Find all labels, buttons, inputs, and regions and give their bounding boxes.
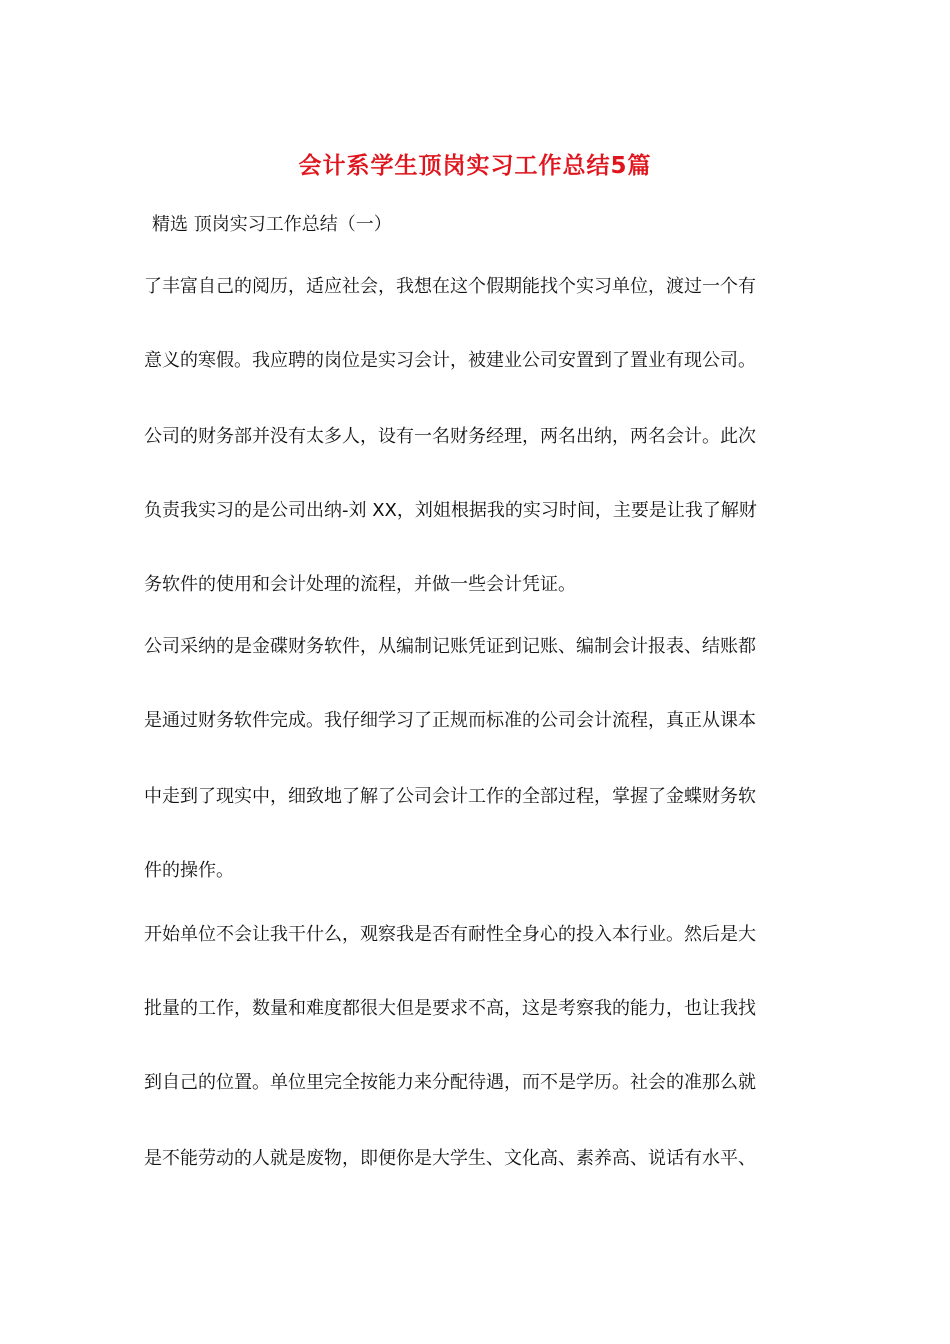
body-line: 是不能劳动的人就是废物，即便你是大学生、文化高、素养高、说话有水平、 [144, 1148, 756, 1169]
body-line: 负责我实习的是公司出纳-刘 XX，刘姐根据我的实习时间，主要是让我了解财 [144, 500, 757, 521]
body-line: 到自己的位置。单位里完全按能力来分配待遇，而不是学历。社会的准那么就 [144, 1072, 756, 1093]
section-heading: 精选 顶岗实习工作总结（一） [152, 214, 392, 235]
document-title: 会计系学生顶岗实习工作总结5篇 [298, 153, 652, 179]
body-line: 是通过财务软件完成。我仔细学习了正规而标准的公司会计流程，真正从课本 [144, 710, 756, 731]
body-line: 开始单位不会让我干什么，观察我是否有耐性全身心的投入本行业。然后是大 [144, 924, 756, 945]
body-line: 意义的寒假。我应聘的岗位是实习会计，被建业公司安置到了置业有现公司。 [144, 350, 756, 371]
body-line: 了丰富自己的阅历，适应社会，我想在这个假期能找个实习单位，渡过一个有 [144, 276, 756, 297]
body-line: 公司的财务部并没有太多人，设有一名财务经理，两名出纳，两名会计。此次 [144, 426, 756, 447]
body-line: 中走到了现实中，细致地了解了公司会计工作的全部过程，掌握了金蝶财务软 [144, 786, 756, 807]
body-line: 批量的工作，数量和难度都很大但是要求不高，这是考察我的能力，也让我找 [144, 998, 756, 1019]
body-line: 务软件的使用和会计处理的流程，并做一些会计凭证。 [144, 574, 576, 595]
body-line: 件的操作。 [144, 860, 234, 881]
body-line: 公司采纳的是金碟财务软件，从编制记账凭证到记账、编制会计报表、结账都 [144, 636, 756, 657]
